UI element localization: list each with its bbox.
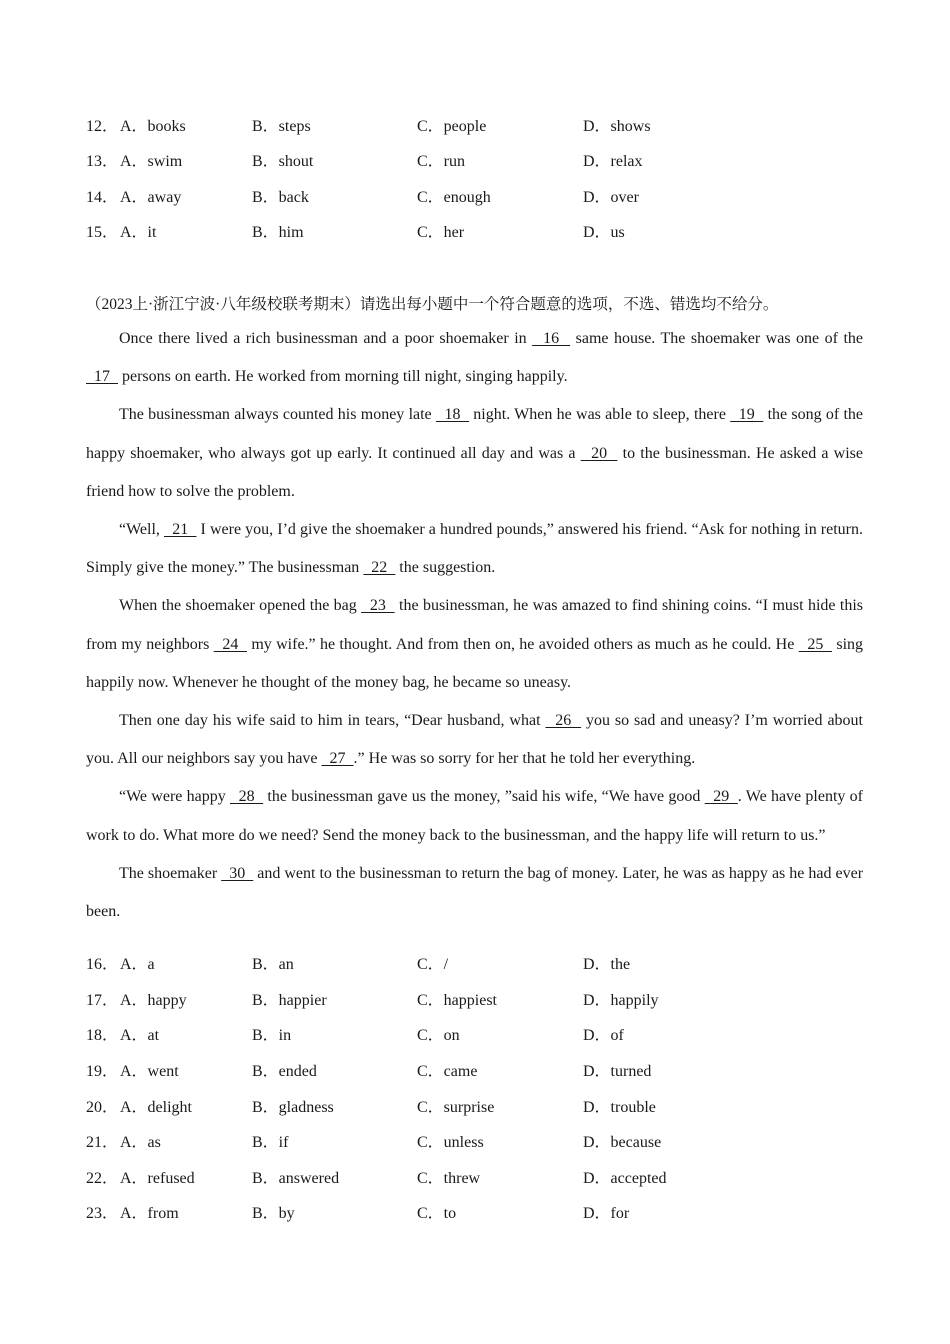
option-c: C．on bbox=[417, 1027, 460, 1044]
option-a: A．went bbox=[120, 1063, 179, 1080]
blank: 27 bbox=[321, 750, 354, 768]
question-number: 17． bbox=[86, 992, 119, 1009]
passage-text: “We were happy bbox=[119, 788, 231, 806]
paragraph bbox=[86, 511, 863, 587]
option-c: C．happiest bbox=[417, 992, 497, 1009]
option-b: B．an bbox=[252, 956, 294, 973]
option-d: D．accepted bbox=[583, 1170, 667, 1187]
option-c: C．threw bbox=[417, 1170, 481, 1187]
option-c: C．unless bbox=[417, 1134, 484, 1151]
passage-text: “Well, bbox=[119, 521, 165, 539]
question-number: 20． bbox=[86, 1099, 119, 1116]
option-b: B．shout bbox=[252, 153, 314, 170]
option-a: A．from bbox=[120, 1205, 179, 1222]
blank: 19 bbox=[730, 406, 764, 424]
passage-text: you so sad and uneasy? I’m worried about you. All our neighbors say you have bbox=[86, 712, 863, 768]
blank: 20 bbox=[580, 444, 618, 462]
question-number: 18． bbox=[86, 1027, 119, 1044]
question-number: 21． bbox=[86, 1134, 119, 1151]
passage-text: When the shoemaker opened the bag bbox=[119, 597, 362, 615]
passage-text: Once there lived a rich businessman and a poor shoemaker in bbox=[119, 330, 533, 347]
blank: 30 bbox=[221, 864, 254, 882]
option-c: C．enough bbox=[417, 189, 491, 206]
paragraph bbox=[86, 396, 863, 511]
option-b: B．back bbox=[252, 189, 309, 206]
option-d: D．us bbox=[583, 224, 625, 241]
passage-text: The businessman always counted his money late bbox=[119, 406, 436, 424]
option-a: A．happy bbox=[120, 992, 187, 1009]
question-number: 16． bbox=[86, 956, 119, 973]
option-c: C．people bbox=[417, 118, 487, 135]
option-d: D．relax bbox=[583, 153, 643, 170]
blank: 23 bbox=[361, 597, 395, 615]
question-number: 14． bbox=[86, 189, 119, 206]
option-d: D．trouble bbox=[583, 1099, 656, 1116]
passage-text: I were you, I’d give the shoemaker a hundred pounds,” answered his friend. “Ask for nothing in return. Simply give the money.” The businessman bbox=[86, 521, 864, 577]
blank: 18 bbox=[435, 406, 470, 424]
passage-text: my wife.” he thought. And from then on, he avoided others as much as he could. He bbox=[247, 635, 799, 653]
blank: 16 bbox=[532, 330, 571, 347]
option-b: B．steps bbox=[252, 118, 311, 135]
option-a: A．books bbox=[120, 118, 186, 135]
option-c: C．her bbox=[417, 224, 465, 241]
option-d: D．shows bbox=[583, 118, 651, 135]
passage-text: sing happily now. Whenever he thought of the money bag, he became so uneasy. bbox=[86, 635, 864, 691]
blank: 22 bbox=[363, 559, 396, 577]
paragraph bbox=[86, 778, 863, 854]
option-d: D．of bbox=[583, 1027, 624, 1044]
blank: 25 bbox=[798, 635, 833, 653]
option-b: B．him bbox=[252, 224, 304, 241]
option-a: A．delight bbox=[120, 1099, 192, 1116]
blank: 29 bbox=[704, 788, 738, 806]
passage-text: .” He was so sorry for her that he told her everything. bbox=[353, 750, 696, 768]
passage-text: same house. The shoemaker was one of the bbox=[570, 330, 864, 347]
option-b: B．answered bbox=[252, 1170, 340, 1187]
option-b: B．ended bbox=[252, 1063, 317, 1080]
passage-text: the song of the happy shoemaker, who always got up early. It continued all day and was a bbox=[86, 406, 864, 462]
paragraph bbox=[86, 855, 863, 931]
passage-text: Then one day his wife said to him in tears, “Dear husband, what bbox=[119, 712, 546, 730]
option-c: C．to bbox=[417, 1205, 457, 1222]
passage-text: to the businessman. He asked a wise friend how to solve the problem. bbox=[86, 444, 864, 500]
blank: 26 bbox=[545, 712, 582, 730]
cloze-passage bbox=[86, 320, 863, 931]
question-number: 22． bbox=[86, 1170, 119, 1187]
passage-text: the suggestion. bbox=[395, 559, 496, 577]
section-instruction: （2023上·浙江宁波·八年级校联考期末）请选出每小题中一个符合题意的选项，不选、错选均不给分。 bbox=[86, 296, 779, 313]
passage-text: persons on earth. He worked from morning till night, singing happily. bbox=[118, 368, 568, 386]
blank: 17 bbox=[86, 368, 118, 386]
option-a: A．swim bbox=[120, 153, 183, 170]
option-c: C．run bbox=[417, 153, 466, 170]
option-b: B．gladness bbox=[252, 1099, 334, 1116]
passage-text: and went to the businessman to return the bag of money. Later, he was as happy as he had ever been. bbox=[86, 864, 864, 921]
passage-text: the businessman, he was amazed to find shining coins. “I must hide this from my neighbors bbox=[86, 597, 863, 653]
option-a: A．as bbox=[120, 1134, 161, 1151]
blank: 28 bbox=[230, 788, 264, 806]
option-b: B．in bbox=[252, 1027, 292, 1044]
question-number: 23． bbox=[86, 1205, 119, 1222]
option-d: D．the bbox=[583, 956, 631, 973]
option-c: C．surprise bbox=[417, 1099, 495, 1116]
option-d: D．happily bbox=[583, 992, 659, 1009]
option-c: C．/ bbox=[417, 956, 449, 973]
option-a: A．at bbox=[120, 1027, 160, 1044]
question-number: 13． bbox=[86, 153, 119, 170]
option-d: D．over bbox=[583, 189, 639, 206]
option-d: D．because bbox=[583, 1134, 662, 1151]
paragraph bbox=[86, 320, 863, 396]
option-d: D．turned bbox=[583, 1063, 652, 1080]
passage-text: the businessman gave us the money, ”said his wife, “We have good bbox=[263, 788, 705, 806]
option-b: B．by bbox=[252, 1205, 295, 1222]
option-a: A．a bbox=[120, 956, 155, 973]
option-c: C．came bbox=[417, 1063, 478, 1080]
option-a: A．away bbox=[120, 189, 182, 206]
option-b: B．happier bbox=[252, 992, 327, 1009]
paragraph bbox=[86, 702, 863, 778]
paragraph bbox=[86, 587, 863, 702]
question-number: 15． bbox=[86, 224, 119, 241]
passage-text: night. When he was able to sleep, there bbox=[469, 406, 731, 424]
option-a: A．refused bbox=[120, 1170, 195, 1187]
option-b: B．if bbox=[252, 1134, 289, 1151]
passage-text: . We have plenty of work to do. What more do we need? Send the money back to the businessman, and the happy life will return to us.” bbox=[86, 788, 864, 844]
question-number: 12． bbox=[86, 118, 119, 135]
blank: 24 bbox=[213, 635, 247, 653]
option-d: D．for bbox=[583, 1205, 630, 1222]
option-a: A．it bbox=[120, 224, 157, 241]
passage-text: The shoemaker bbox=[119, 864, 222, 882]
question-number: 19． bbox=[86, 1063, 119, 1080]
blank: 21 bbox=[164, 521, 197, 539]
